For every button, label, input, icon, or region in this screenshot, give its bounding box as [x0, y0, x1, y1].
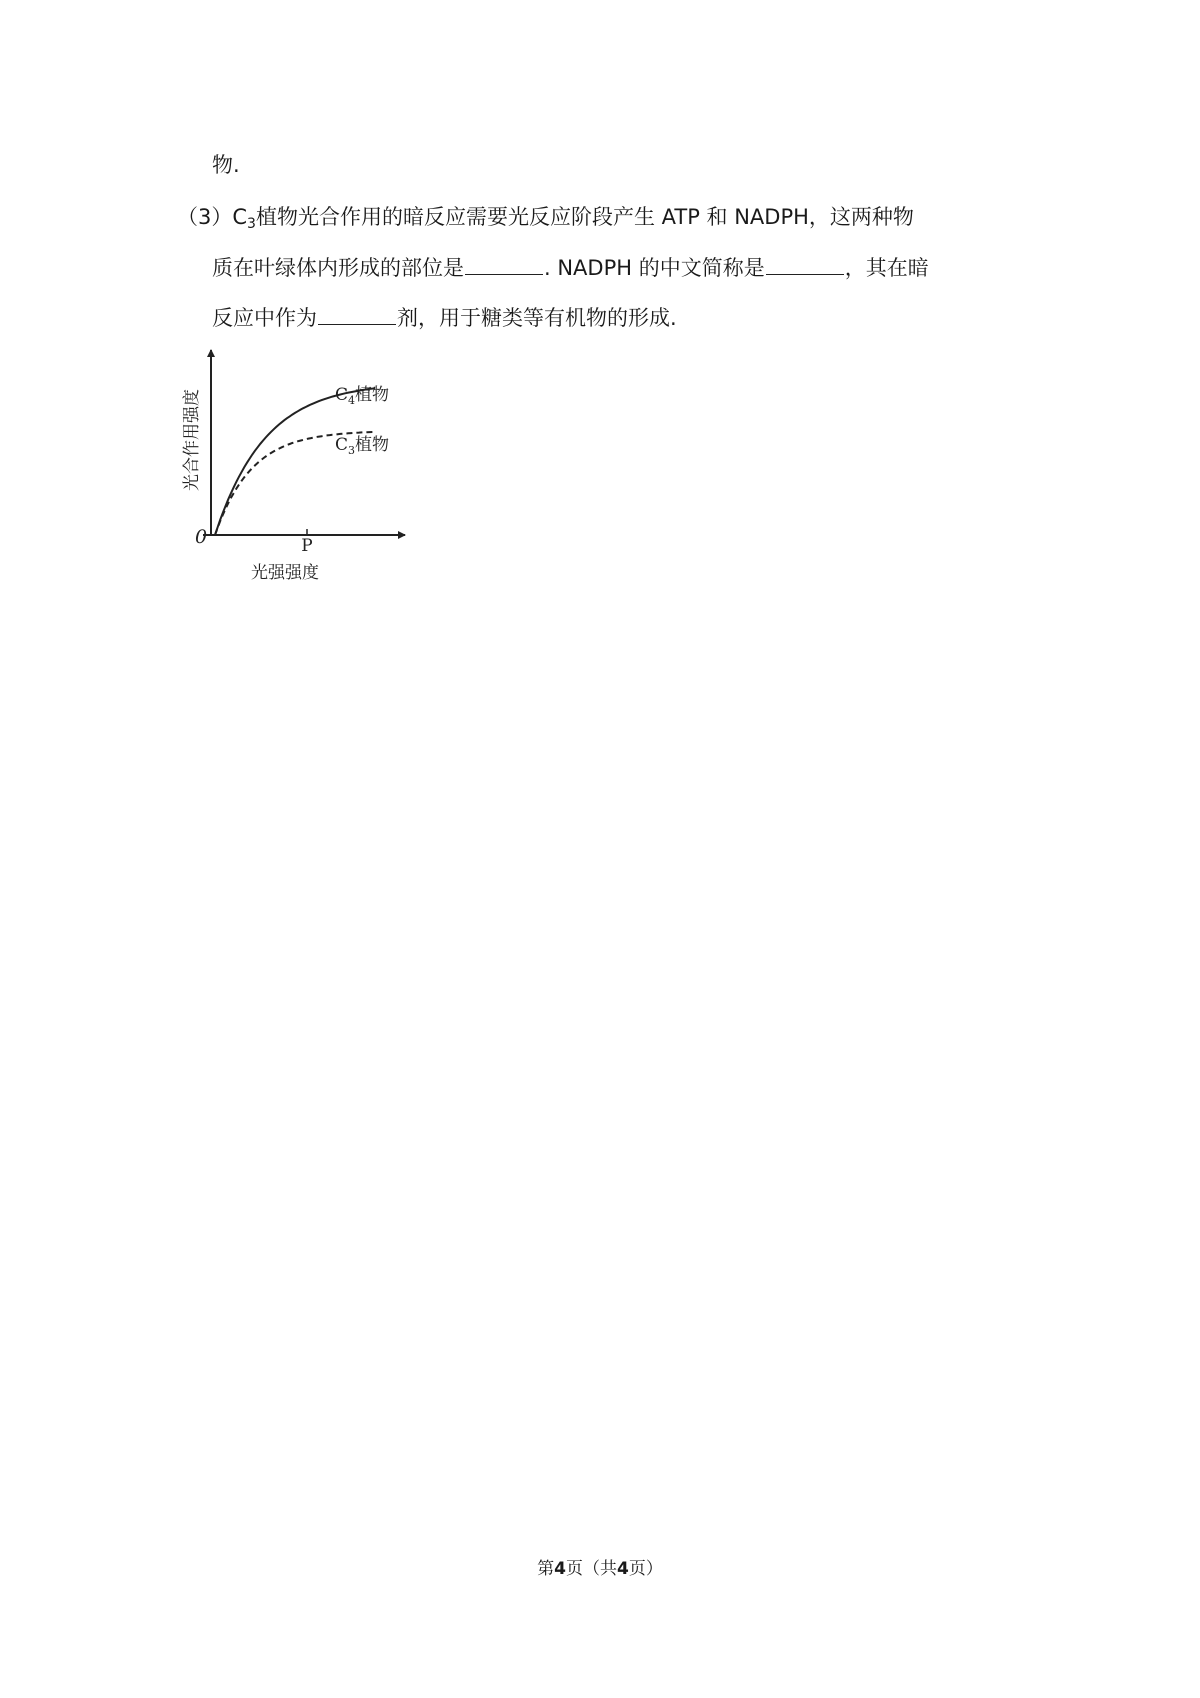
answer-blank-1[interactable]: [465, 252, 543, 275]
line2-text-a: 质在叶绿体内形成的部位是: [212, 256, 464, 280]
line3-text-b: 剂，用于糖类等有机物的形成.: [397, 306, 677, 330]
photosynthesis-chart: [175, 345, 415, 590]
question-number: （3）: [177, 205, 233, 229]
series-line-c4: [215, 388, 375, 535]
line1-text: 植物光合作用的暗反应需要光反应阶段产生 ATP 和 NADPH，这两种物: [255, 205, 914, 229]
question-line-2: [212, 252, 929, 283]
c3-label: $C_3$: [232, 205, 256, 232]
c4-series-label: $C_4$植物: [335, 385, 390, 407]
x-tick-label: P: [301, 536, 313, 556]
page-footer: 第4页（共4页）: [537, 1559, 663, 1579]
line0-text: 物.: [212, 153, 240, 177]
line2-text-c: ，其在暗: [844, 256, 929, 280]
question-line-0: [212, 150, 240, 180]
answer-blank-2[interactable]: [766, 252, 844, 275]
question-line-1: [177, 202, 914, 232]
line3-text-a: 反应中作为: [212, 306, 317, 330]
answer-blank-3[interactable]: [318, 302, 396, 325]
origin-label: 0: [194, 526, 208, 548]
question-line-3: [212, 302, 677, 333]
y-axis-label: 光合作用强度: [182, 389, 202, 491]
c3-series-label: $C_3$植物: [335, 435, 390, 457]
x-axis-label: 光强强度: [251, 563, 319, 583]
line2-text-b: . NADPH 的中文简称是: [544, 256, 765, 280]
